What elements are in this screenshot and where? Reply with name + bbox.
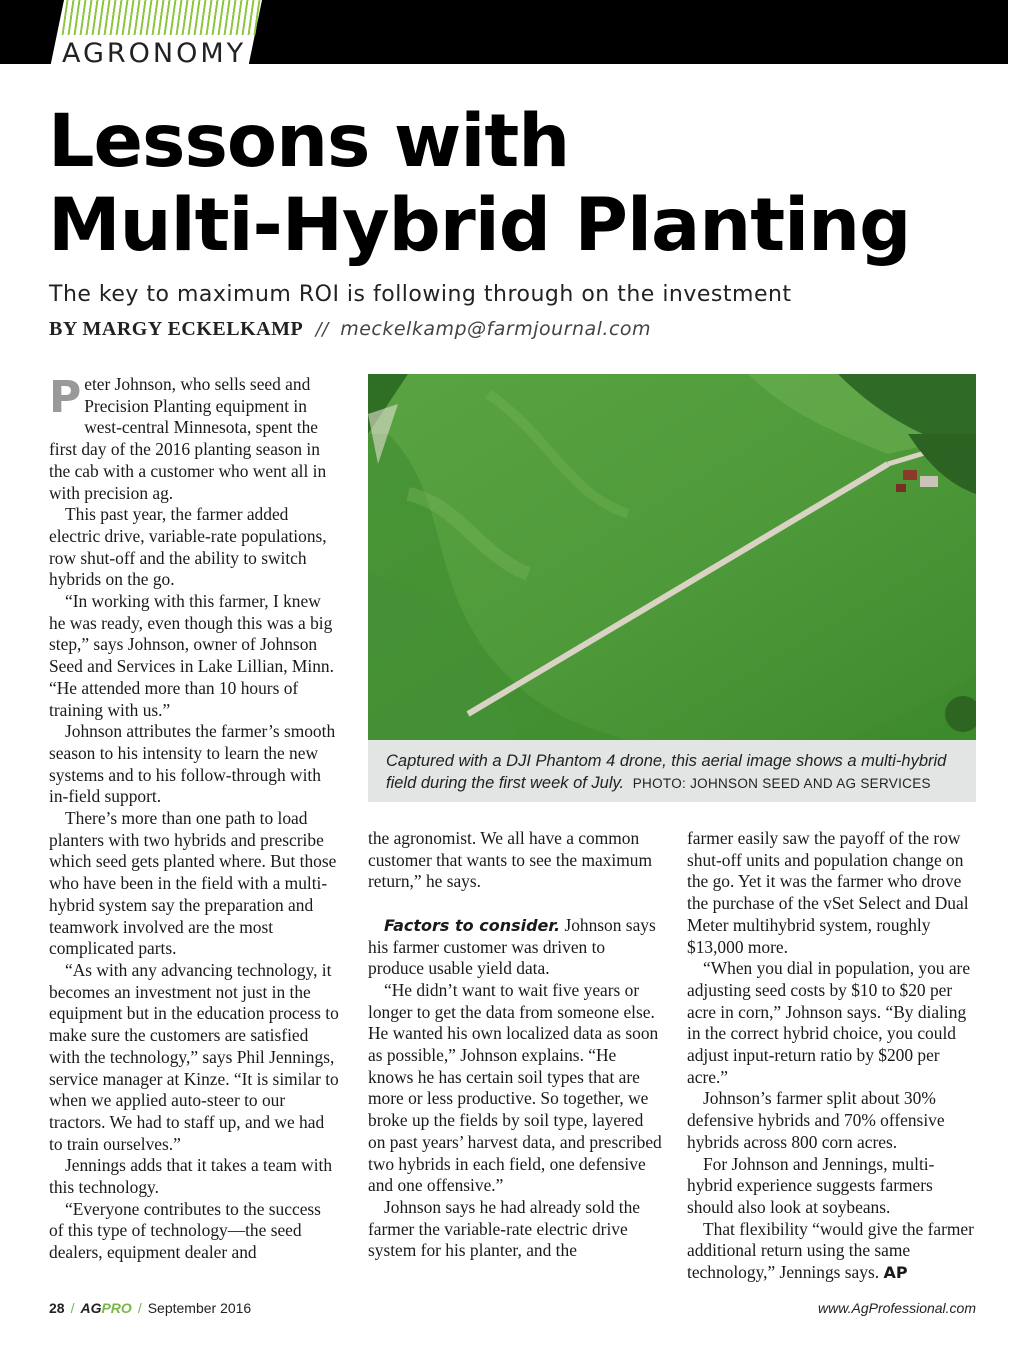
article-title — [48, 100, 910, 268]
caption-text: Captured with a DJI Phantom 4 drone, this aerial image shows a multi-hybrid field during the first week of July. — [386, 752, 947, 792]
photo-caption-box — [368, 740, 976, 802]
paragraph: Johnson says he had already sold the farmer the variable-rate electric drive system for his planter, and the — [368, 1196, 640, 1261]
photo-credit: PHOTO: JOHNSON SEED AND AG SERVICES — [632, 776, 931, 791]
title-line-2: Multi-Hybrid Planting — [48, 183, 911, 268]
subhead: Factors to consider. — [384, 915, 561, 935]
issue-date: September 2016 — [147, 1300, 252, 1316]
paragraph: “As with any advancing technology, it becomes an investment not just in the equipment but in the education process to make sure the customers are satisfied with the technology,” says Phil Jennings, service manager at Kinze. “It is similar to when we applied auto-steer to our tractors. We had to staff up, and we had to train ourselves.” — [49, 959, 339, 1154]
paragraph: “In working with this farmer, I knew he was ready, even though this was a big step,” says Johnson, owner of Johnson Seed and Services in Lake Lillian, Minn. “He attended more than 10 hours of training with us.” — [49, 591, 334, 720]
page-number: 28 — [49, 1300, 65, 1316]
aerial-field-photo — [368, 374, 976, 740]
paragraph: This past year, the farmer added electric drive, variable-rate populations, row shut-off and the ability to switch hybrids on the go. — [49, 504, 327, 590]
text-column-3 — [687, 828, 979, 1284]
paragraph: “He didn’t want to wait five years or longer to get the data from someone else. He wanted his own localized data as soon as possible,” Johnson explains. “He knows he has certain soil types that are more or less productive. So together, we broke up the fields by soil type, layered on past years’ harvest data, and prescribed two hybrids in each field, one defensive and one offensive.” — [368, 979, 662, 1196]
section-label: AGRONOMY — [62, 38, 247, 69]
paragraph: “Everyone contributes to the success of this type of technology—the seed dealers, equipment dealer and — [49, 1198, 321, 1263]
paragraph: Factors to consider. Johnson says his farmer customer was driven to produce usable yield data. — [368, 914, 656, 979]
magazine-brand: AGPRO — [80, 1300, 132, 1316]
paragraph: Johnson attributes the farmer’s smooth season to his intensity to learn the new systems and to his follow-through with in-field support. — [49, 721, 336, 807]
drop-cap: P — [49, 372, 82, 423]
paragraph: That flexibility “would give the farmer additional return using the same technology,” Jennings says. AP — [687, 1218, 974, 1283]
paragraph: Johnson’s farmer split about 30% defensive hybrids and 70% offensive hybrids across 800 corn acres. — [687, 1088, 945, 1152]
end-mark: AP — [883, 1263, 908, 1283]
paragraph: Peter Johnson, who sells seed and Precision Planting equipment in west-central Minnesota, spent the first day of the 2016 planting season in the cab with a customer who went all in with precision ag. — [49, 372, 327, 503]
author-name: BY MARGY ECKELKAMP — [49, 318, 303, 340]
text-column-1 — [49, 374, 339, 1264]
section-tab-stripes — [62, 0, 261, 35]
author-email[interactable]: meckelkamp@farmjournal.com — [340, 318, 652, 340]
paragraph: farmer easily saw the payoff of the row shut-off units and population change on the go. Yet it was the farmer who drove the purchase of the vSet Select and Dual Meter multihybrid system, roughly $13,000 more. — [687, 828, 969, 957]
byline-separator: // — [315, 319, 329, 340]
photo-caption — [386, 750, 966, 795]
text-column-2 — [368, 828, 663, 1262]
paragraph: For Johnson and Jennings, multi-hybrid experience suggests farmers should also look at soybeans. — [687, 1153, 935, 1217]
paragraph: “When you dial in population, you are adjusting seed costs by $10 to $20 per acre in corn,” Johnson says. “By dialing in the correct hybrid choice, you could adjust input-return ratio by $200 per acre.” — [687, 958, 971, 1087]
article-subtitle: The key to maximum ROI is following through on the investment — [49, 282, 792, 307]
page-edge — [1008, 0, 1024, 1365]
page-footer: 28 / AGPRO / September 2016 — [49, 1300, 252, 1316]
byline — [49, 318, 651, 341]
paragraph: Jennings adds that it takes a team with this technology. — [49, 1155, 333, 1198]
website-url[interactable]: www.AgProfessional.com — [818, 1300, 976, 1316]
title-line-1: Lessons with — [48, 99, 570, 184]
paragraph: There’s more than one path to load planters with two hybrids and prescribe which seed gets planted where. But those who have been in the field with a multi-hybrid system say the preparation and teamwork involved are the most complicated parts. — [49, 808, 337, 959]
paragraph: the agronomist. We all have a common customer that wants to see the maximum return,” he says. — [368, 828, 652, 892]
